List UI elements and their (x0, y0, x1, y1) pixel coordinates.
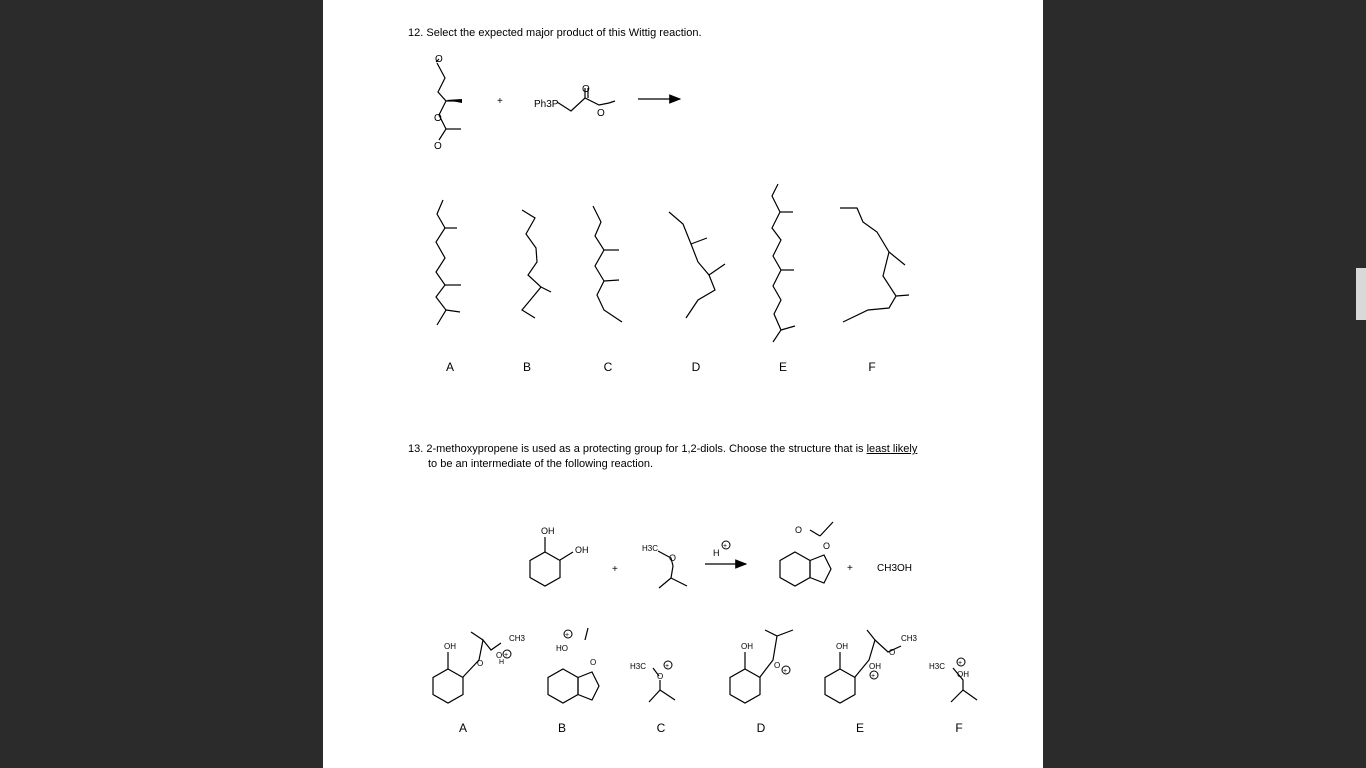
q13-choice-a-chain (448, 632, 501, 677)
q12-choice-d-structure (669, 212, 725, 318)
methyl-label: H3C (929, 662, 946, 671)
hydroxyl-label: OH (741, 642, 753, 651)
oxygen-label: O (669, 553, 677, 563)
q12-choice-b-label: B (522, 360, 532, 374)
hydrogen-label: H (499, 659, 505, 666)
q12-choice-b-structure (522, 210, 551, 318)
positive-charge-icon: + (723, 543, 728, 550)
oxygen-label: O (657, 672, 664, 681)
acid-catalyst-label: H (713, 548, 720, 558)
hydroxyl-label: OH (541, 526, 555, 536)
question-12-prompt: Select the expected major product of this Wittig reaction. (426, 27, 702, 39)
q12-choice-labels (446, 360, 876, 374)
q13-choice-b-bond (585, 628, 588, 640)
q13-choice-c-label: C (656, 721, 666, 735)
methyl-label: H3C (630, 662, 647, 671)
oxygen-label: O (597, 108, 605, 119)
oxygen-label: O (889, 648, 896, 657)
positive-charge-icon: + (565, 632, 570, 639)
q12-choice-a-label: A (445, 360, 455, 374)
q12-choice-f-structure (840, 208, 909, 322)
oxygen-label: O (434, 113, 442, 124)
q13-choice-d-ring (730, 669, 760, 703)
oxygen-label: O (774, 661, 781, 670)
q13-acetonide-product (780, 552, 831, 586)
positive-charge-icon: + (958, 660, 963, 667)
q12-reagent-label: Ph3P (534, 99, 559, 110)
oxygen-label: O (590, 658, 597, 667)
positive-charge-icon: + (504, 652, 509, 659)
q12-choice-e-structure (772, 184, 795, 342)
question-13-emphasis: least likely (866, 443, 918, 455)
q13-choice-atom-labels (444, 630, 969, 681)
q13-choice-e-label: E (855, 721, 865, 735)
q12-choice-c-label: C (603, 360, 613, 374)
q13-choice-labels (459, 721, 963, 735)
oxygen-label: O (823, 541, 831, 551)
oxygen-label: O (434, 141, 442, 152)
hydroxyl-label: OH (869, 662, 881, 671)
positive-charge-icon: + (871, 673, 876, 680)
q13-choice-a-ring (433, 669, 463, 703)
question-12-number: 12. (408, 27, 424, 39)
hydroxyl-label: HO (556, 644, 568, 653)
q12-choice-d-label: D (691, 360, 701, 374)
q13-reaction-labels (541, 525, 912, 575)
positive-charge-icon: + (665, 663, 670, 670)
hydroxyl-label: OH (575, 545, 589, 555)
methyl-label: CH3 (509, 634, 526, 643)
q13-choice-a-label: A (458, 721, 468, 735)
question-13-number: 13. (408, 443, 424, 455)
oxygen-label: O (435, 54, 443, 65)
hydroxyl-label: OH (957, 670, 969, 679)
oxygen-label: O (582, 84, 590, 95)
q12-choice-f-label: F (868, 360, 876, 374)
plus-sign: + (847, 563, 853, 574)
q13-choice-d-label: D (756, 721, 766, 735)
scrollbar-thumb[interactable] (1356, 268, 1366, 320)
methyl-label: CH3 (901, 634, 918, 643)
q12-choice-e-label: E (778, 360, 788, 374)
oxygen-label: O (477, 659, 484, 668)
q13-diol-bond (560, 552, 573, 560)
positive-charge-icon: + (783, 668, 788, 675)
hydroxyl-label: OH (444, 642, 456, 651)
oxygen-label: O (795, 525, 803, 535)
q13-choice-b-ring (548, 669, 599, 703)
q12-choice-a-structure (436, 200, 461, 325)
methanol-label: CH3OH (877, 563, 913, 574)
methyl-label: H3C (642, 544, 659, 553)
question-13-prompt-line2: to be an intermediate of the following reaction. (428, 458, 654, 470)
plus-sign: + (612, 564, 618, 575)
q13-acetonide-bond (810, 530, 820, 536)
q12-choice-c-structure (593, 206, 622, 322)
q13-acetonide-bond (820, 522, 833, 536)
q13-cyclohexanediol-ring (530, 552, 560, 586)
chemistry-drawings (323, 0, 1043, 768)
hydroxyl-label: OH (836, 642, 848, 651)
question-13-prompt-pre: 2-methoxypropene is used as a protecting group for 1,2-diols. Choose the structure that is (426, 443, 867, 455)
q13-choice-b-label: B (557, 721, 567, 735)
q13-choice-f-label: F (955, 721, 963, 735)
oxygen-label: O (496, 651, 503, 660)
q13-choice-e-ring (825, 669, 855, 703)
plus-sign: + (497, 96, 503, 107)
document-page (323, 0, 1043, 768)
